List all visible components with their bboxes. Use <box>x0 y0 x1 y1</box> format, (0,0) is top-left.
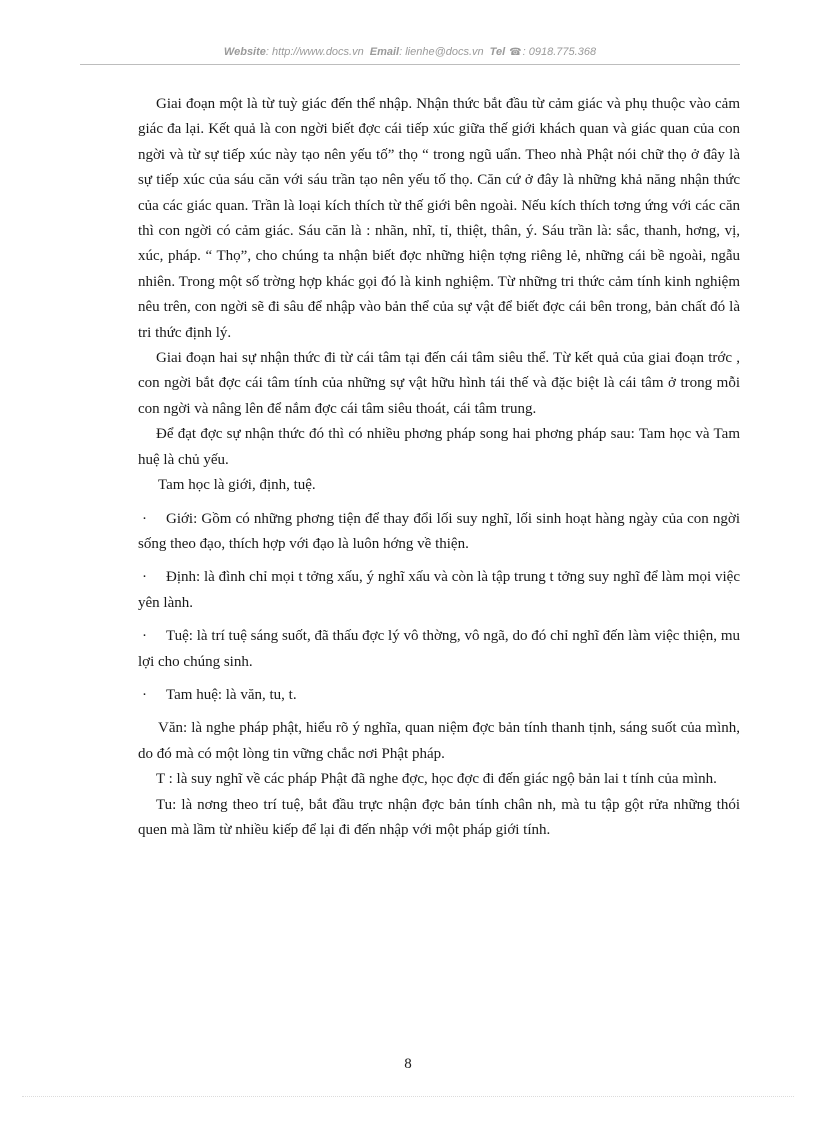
paragraph-van: Văn: là nghe pháp phật, hiểu rõ ý nghĩa, quan niệm đợc bản tính thanh tịnh, sáng suốt của mình, do đó mà có một lòng tin vững chắc nơi Phật pháp. <box>138 720 740 762</box>
tel-value: : 0918.775.368 <box>522 46 597 58</box>
footer-divider <box>22 1096 794 1097</box>
page-header <box>80 46 740 65</box>
tel-label: Tel <box>489 46 506 58</box>
bullet-tam-hue <box>138 683 740 708</box>
bullet-dinh <box>138 565 740 616</box>
paragraph-tu-tap: Tu: là nơng theo trí tuệ, bắt đầu trực nhận đợc bản tính chân nh, mà tu tập gột rửa những thói quen mà lầm từ nhiều kiếp để lại đi đến nhập với một pháp giới tính. <box>138 796 740 838</box>
bullet-symbol: · <box>142 686 147 703</box>
bullet-text: Tam huệ: là văn, tu, t. <box>166 686 297 703</box>
bullet-tue <box>138 624 740 675</box>
website-value: : http://www.docs.vn <box>265 46 364 58</box>
paragraph-stage-one: Giai đoạn một là từ tuỳ giác đến thể nhập. Nhận thức bắt đầu từ cảm giác và phụ thuộc vào cảm giác đa lại. Kết quả là con ngời biết đợc cái tiếp xúc giữa thế giới khách quan và giác quan của con ngời và từ sự tiếp xúc này tạo nên yếu tố” thọ “ trong ngũ uẩn. Theo nhà Phật nói chữ thọ ở đây là sự tiếp xúc của sáu căn với sáu trần tạo nên yếu tố thọ. Căn cứ ở đây là những khả năng nhận thức của các giác quan. Trần là loại kích thích từ thế giới bên ngoài. Nếu kích thích tơng ứng với các căn thì con ngời có cảm giác. Sáu căn là : nhãn, nhĩ, tỉ, thiệt, thân, ý. Sáu trần là: sắc, thanh, hơng, vị, xúc, pháp. “ Thọ”, cho chúng ta nhận biết đợc những hiện tợng riêng lẻ, những cái bề ngoài, ngẫu nhiên. Trong một số trờng hợp khác gọi đó là kinh nghiệm. Từ những tri thức cảm tính kinh nghiệm nêu trên, con ngời sẽ đi sâu để nhập vào bản thể của sự vật để biết đợc cái bên trong, bản chất đó là tri thức định lý. <box>138 96 740 341</box>
bullet-text: Giới: Gồm có những phơng tiện để thay đổi lối suy nghĩ, lối sinh hoạt hàng ngày của con ngời sống theo đạo, thích hợp với đạo là luôn hớng về thiện. <box>138 510 740 552</box>
bullet-text: Định: là đình chỉ mọi t tởng xấu, ý nghĩ xấu và còn là tập trung t tởng suy nghĩ để làm mọi việc yên lành. <box>138 569 740 611</box>
email-value: : lienhe@docs.vn <box>399 46 484 58</box>
paragraph-tu-suy: T : là suy nghĩ về các pháp Phật đã nghe đợc, học đợc đi đến giác ngộ bản lai t tính của mình. <box>156 771 717 788</box>
bullet-symbol: · <box>142 628 147 645</box>
paragraph-methods: Để đạt đợc sự nhận thức đó thì có nhiều phơng pháp song hai phơng pháp sau: Tam học và Tam huệ là chủ yếu. <box>138 426 740 468</box>
website-label: Website <box>223 46 266 58</box>
phone-icon: ☎ <box>509 47 522 58</box>
bullet-gioi <box>138 507 740 558</box>
paragraph-stage-two: Giai đoạn hai sự nhận thức đi từ cái tâm tại đến cái tâm siêu thể. Từ kết quả của giai đoạn trớc , con ngời bắt đợc cái tâm tính của những sự vật hữu hình tái thế và đặc biệt là cái tâm ở trong mỗi con ngời và nâng lên để nắm đợc cái tâm siêu thoát, cái tâm trung. <box>138 350 740 417</box>
bullet-text: Tuệ: là trí tuệ sáng suốt, đã thấu đợc lý vô thờng, vô ngã, do đó chỉ nghĩ đến làm việc thiện, mu lợi cho chúng sinh. <box>138 628 740 670</box>
email-label: Email <box>369 46 400 58</box>
bullet-symbol: · <box>142 569 147 586</box>
page-number: 8 <box>404 1056 412 1072</box>
bullet-symbol: · <box>142 510 147 527</box>
document-body <box>138 92 740 843</box>
paragraph-tam-hoc: Tam học là giới, định, tuệ. <box>158 477 316 494</box>
